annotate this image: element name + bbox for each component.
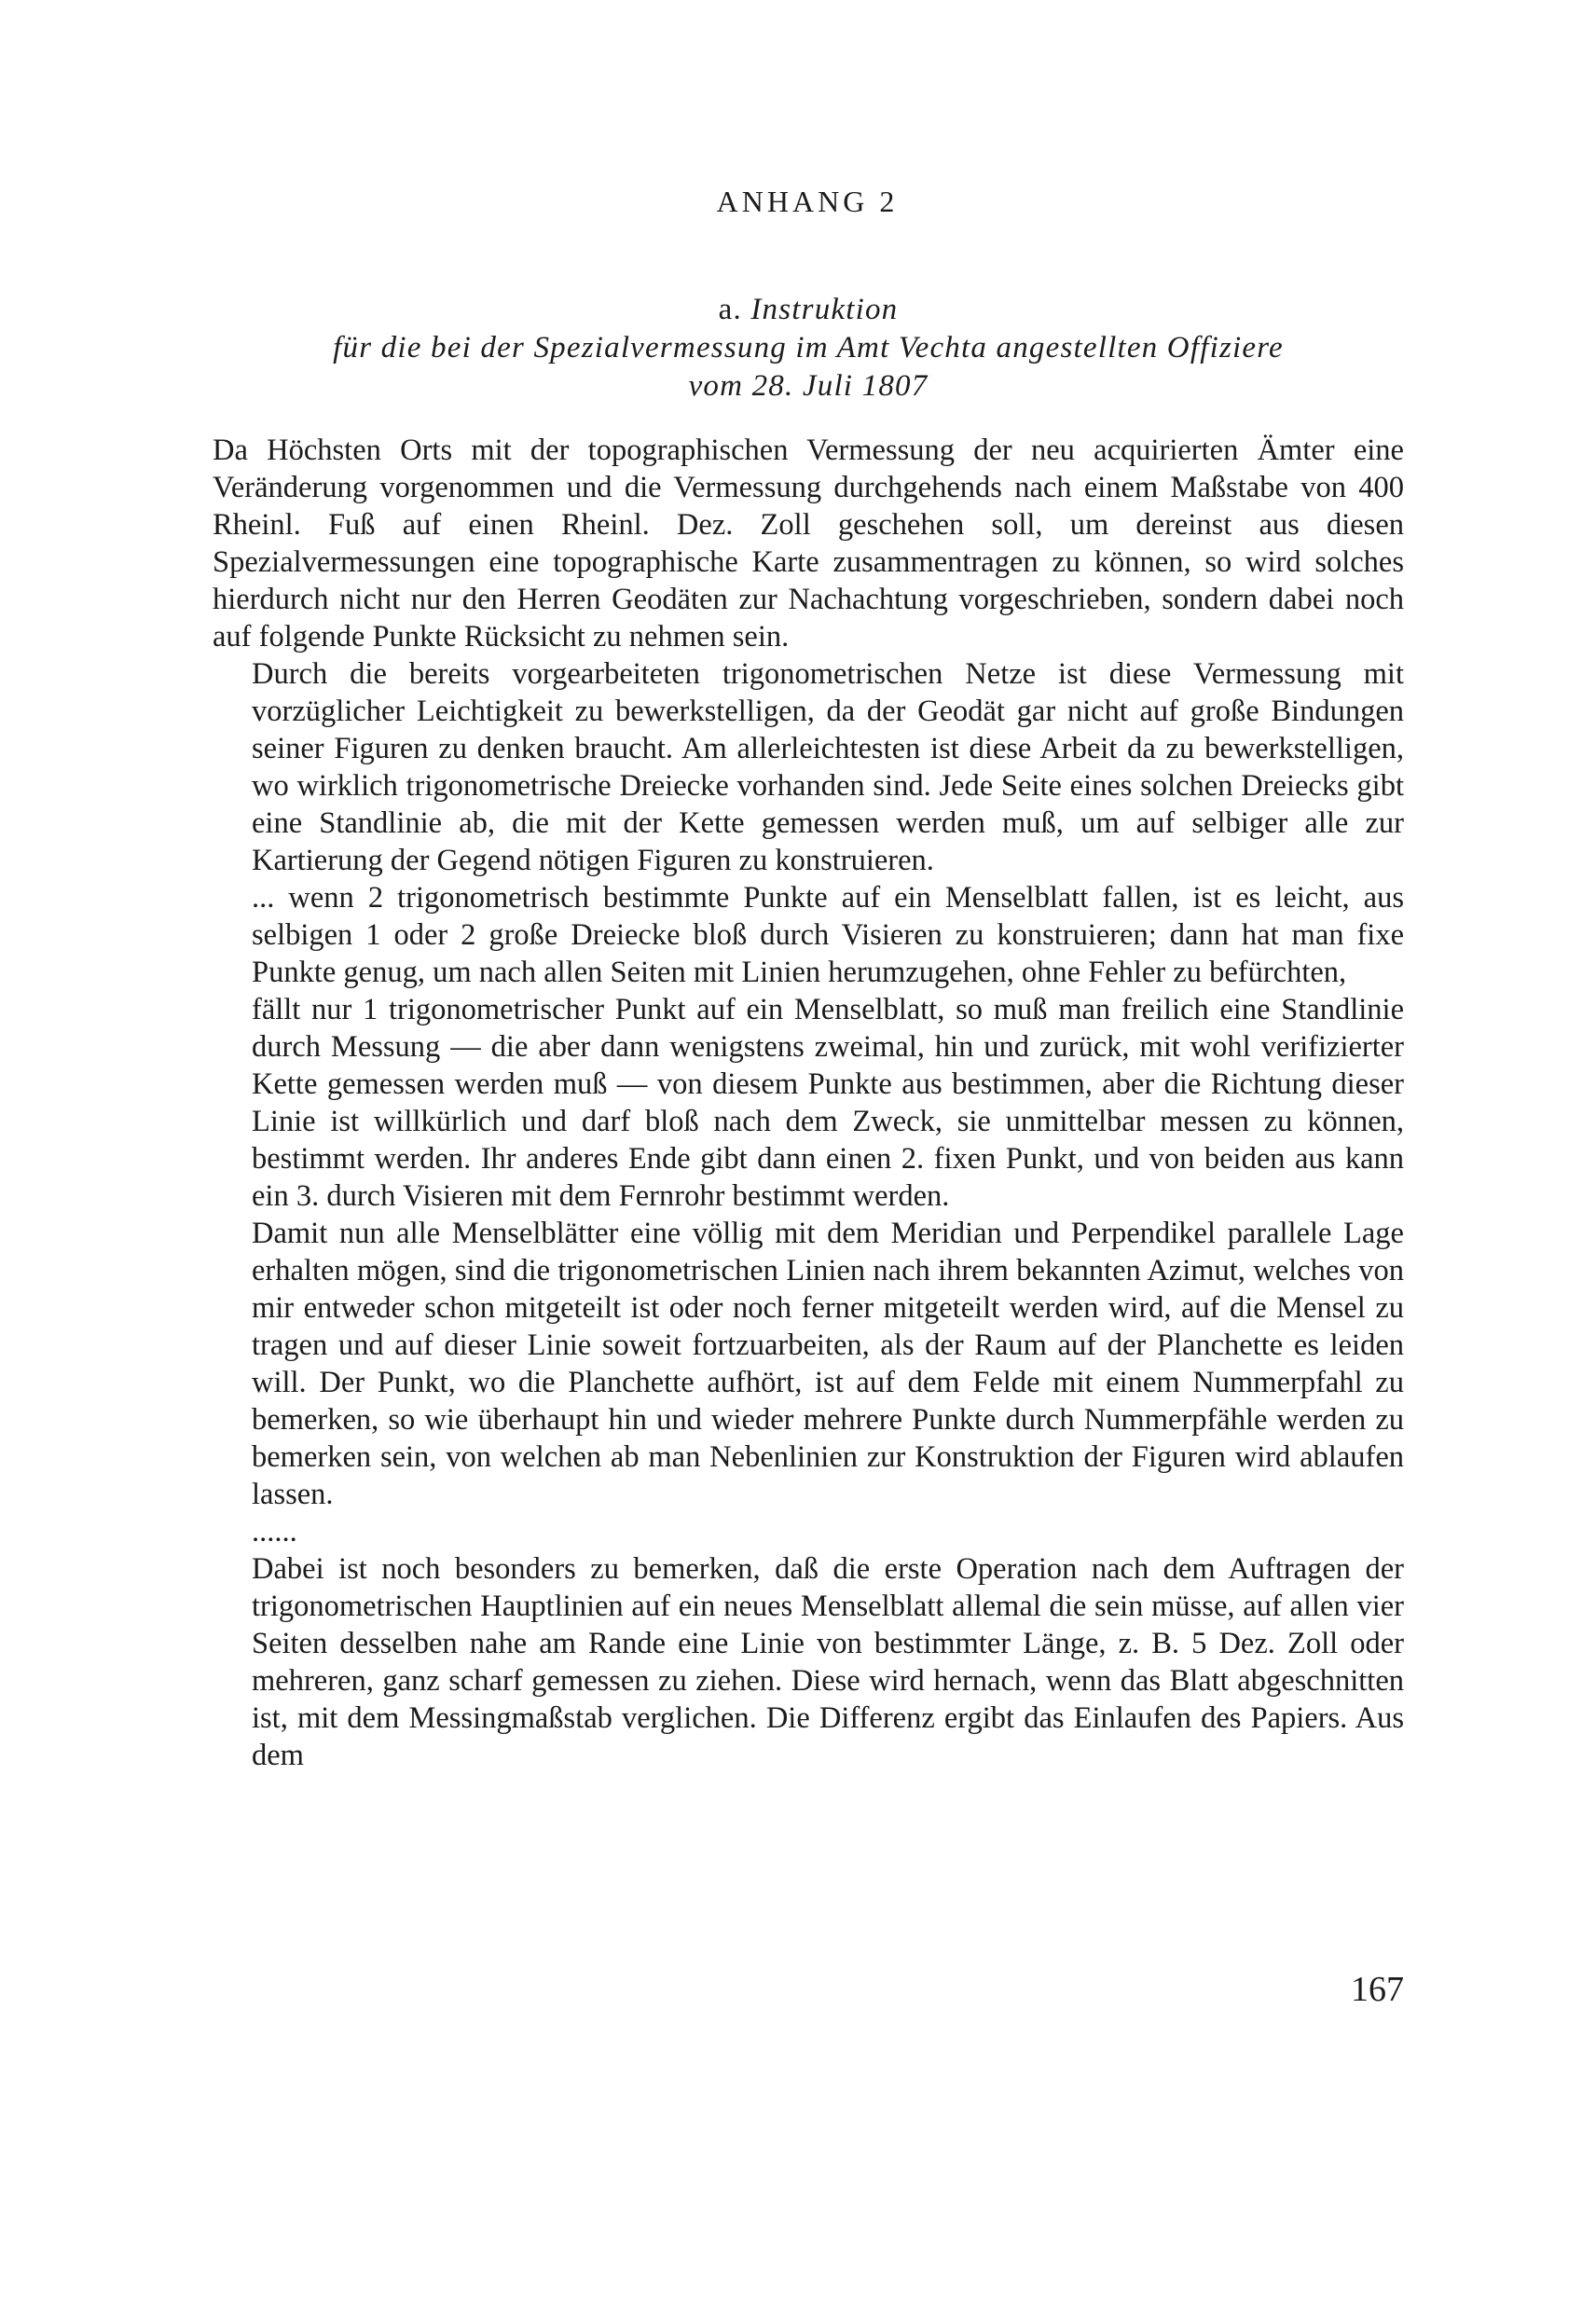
title-label: a.	[718, 293, 742, 326]
appendix-heading: ANHANG 2	[716, 185, 899, 218]
title-line-1	[213, 291, 1404, 329]
paragraph-6: Dabei ist noch besonders zu bemerken, daß die erste Operation nach dem Auftragen der trigonometrischen Hauptlinien auf ein neues Menselblatt allemal die sein müsse, auf allen vier Seiten desselben nahe am Rande eine Linie von bestimmter Länge, z. B. 5 Dez. Zoll oder mehreren, ganz scharf gemessen zu ziehen. Diese wird hernach, wenn das Blatt abgeschnitten ist, mit dem Messingmaßstab verglichen. Die Differenz ergibt das Einlaufen des Papiers. Aus dem	[252, 1552, 1404, 1772]
paragraph-5: Damit nun alle Menselblätter eine völlig mit dem Meridian und Perpendikel parallele Lage erhalten mögen, sind die trigonometrischen Linien nach ihrem bekannten Azimut, welches von mir entweder schon mitgeteilt ist oder noch ferner mitgeteilt werden wird, auf die Mensel zu tragen und auf dieser Linie soweit fortzuarbeiten, als der Raum auf der Planchette es leiden will. Der Punkt, wo die Planchette aufhört, ist auf dem Felde mit einem Nummerpfahl zu bemerken, so wie überhaupt hin und wieder mehrere Punkte durch Nummerpfähle werden zu bemerken sein, von welchen ab man Nebenlinien zur Konstruktion der Figuren wird ablaufen lassen.	[252, 1217, 1404, 1511]
instruction-title	[213, 291, 1404, 406]
paragraph-1: Da Höchsten Orts mit der topographischen Vermessung der neu acquirierten Ämter eine Veränderung vorgenommen und die Vermessung durchgehends nach einem Maßstabe von 400 Rheinl. Fuß auf einen Rheinl. Dez. Zoll geschehen soll, um dereinst aus diesen Spezialvermessungen eine topographische Karte zusammentragen zu können, so wird solches hierdurch nicht nur den Herren Geodäten zur Nachachtung vorgeschrieben, sondern dabei noch auf folgende Punkte Rücksicht zu nehmen sein.	[213, 434, 1404, 654]
body-text	[213, 432, 1404, 1774]
title-line-3: vom 28. Juli 1807	[688, 369, 929, 403]
paragraph-4: fällt nur 1 trigonometrischer Punkt auf ein Menselblatt, so muß man freilich eine Standlinie durch Messung — die aber dann wenigstens zweimal, hin und zurück, mit wohl verifizierter Kette gemessen werden muß — von diesem Punkte aus bestimmen, aber die Richtung dieser Linie ist willkürlich und darf bloß nach dem Zweck, sie unmittelbar messen zu können, bestimmt werden. Ihr anderes Ende gibt dann einen 2. fixen Punkt, und von beiden aus kann ein 3. durch Visieren mit dem Fernrohr bestimmt werden.	[252, 993, 1404, 1213]
title-word: Instruktion	[750, 293, 899, 326]
paragraph-3: ... wenn 2 trigonometrisch bestimmte Punkte auf ein Menselblatt fallen, ist es leicht, aus selbigen 1 oder 2 große Dreiecke bloß durch Visieren zu konstruieren; dann hat man fixe Punkte genug, um nach allen Seiten mit Linien herumzugehen, ohne Fehler zu befürchten,	[252, 881, 1404, 989]
paragraph-2: Durch die bereits vorgearbeiteten trigonometrischen Netze ist diese Vermessung mit vorzüglicher Leichtigkeit zu bewerkstelligen, da der Geodät gar nicht auf große Bindungen seiner Figuren zu denken braucht. Am allerleichtesten ist diese Arbeit da zu bewerkstelligen, wo wirklich trigonometrische Dreiecke vorhanden sind. Jede Seite eines solchen Dreiecks gibt eine Standlinie ab, die mit der Kette gemessen werden muß, um auf selbiger alle zur Kartierung der Gegend nötigen Figuren zu konstruieren.	[252, 657, 1404, 877]
ellipsis-line: ......	[252, 1515, 297, 1548]
title-line-2: für die bei der Spezialvermessung im Amt Vechta angestellten Offiziere	[333, 331, 1284, 365]
page-number: 167	[1351, 1970, 1404, 2009]
